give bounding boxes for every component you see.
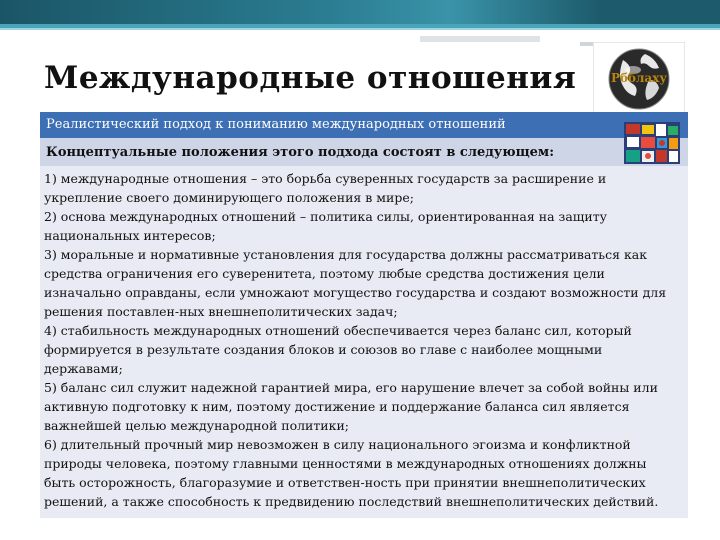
body-text-line: державами; <box>44 361 123 376</box>
body-text-line: изначально оправданы, если умножают могущество государства и создают возможности для <box>44 285 667 300</box>
banner-stripe-light <box>0 28 720 30</box>
subheading: Концептуальные положения этого подхода состоят в следующем: <box>46 145 555 160</box>
world-flags-icon <box>624 122 680 164</box>
section-heading: Реалистический подход к пониманию международных отношений <box>46 117 506 132</box>
body-text-line: 3) моральные и нормативные установления для государства должны рассматриваться как <box>44 247 648 262</box>
body-text-line: национальных интересов; <box>44 228 216 243</box>
banner-gradient <box>0 0 600 24</box>
body-text-line: 4) стабильность международных отношений обеспечивается через баланс сил, который <box>44 323 632 338</box>
body-text-line: формируется в результате создания блоков и союзов во главе с наиболее мощными <box>44 342 603 357</box>
body-text-line: быть осторожность, благоразумие и ответствен-ность при принятии внешнеполитических <box>44 475 646 490</box>
body-text-line: решения поставлен-ных внешнеполитических задач; <box>44 304 398 319</box>
globe-logo-icon <box>593 42 685 116</box>
body-text-line: 2) основа международных отношений – политика силы, ориентированная на защиту <box>44 209 607 224</box>
body-text-line: решений, а также способность к предвидению последствий внешнеполитических действий. <box>44 494 659 509</box>
body-text-line: природы человека, поэтому главными ценностями в международных отношениях должны <box>44 456 647 471</box>
subheader-bar <box>40 138 688 166</box>
header-bar <box>40 112 688 138</box>
slide-title: Международные отношения <box>44 60 577 96</box>
body-text-line: активную подготовку к ним, поэтому достижение и поддержание баланса сил является <box>44 399 630 414</box>
decor-line <box>420 36 540 42</box>
content-box <box>40 166 688 518</box>
logo-text: Рбблаху <box>610 71 668 85</box>
body-text-line: 6) длительный прочный мир невозможен в силу национального эгоизма и конфликтной <box>44 437 631 452</box>
body-text-line: 1) международные отношения – это борьба суверенных государств за расширение и <box>44 171 607 186</box>
body-text-line: укрепление своего доминирующего положения в мире; <box>44 190 414 205</box>
body-text-line: 5) баланс сил служит надежной гарантией мира, его нарушение влечет за собой войны или <box>44 380 658 395</box>
body-text-line: важнейшей целью международной политики; <box>44 418 349 433</box>
body-text-line: средства ограничения его суверенитета, поэтому любые средства достижения цели <box>44 266 605 281</box>
top-banner <box>0 0 720 24</box>
